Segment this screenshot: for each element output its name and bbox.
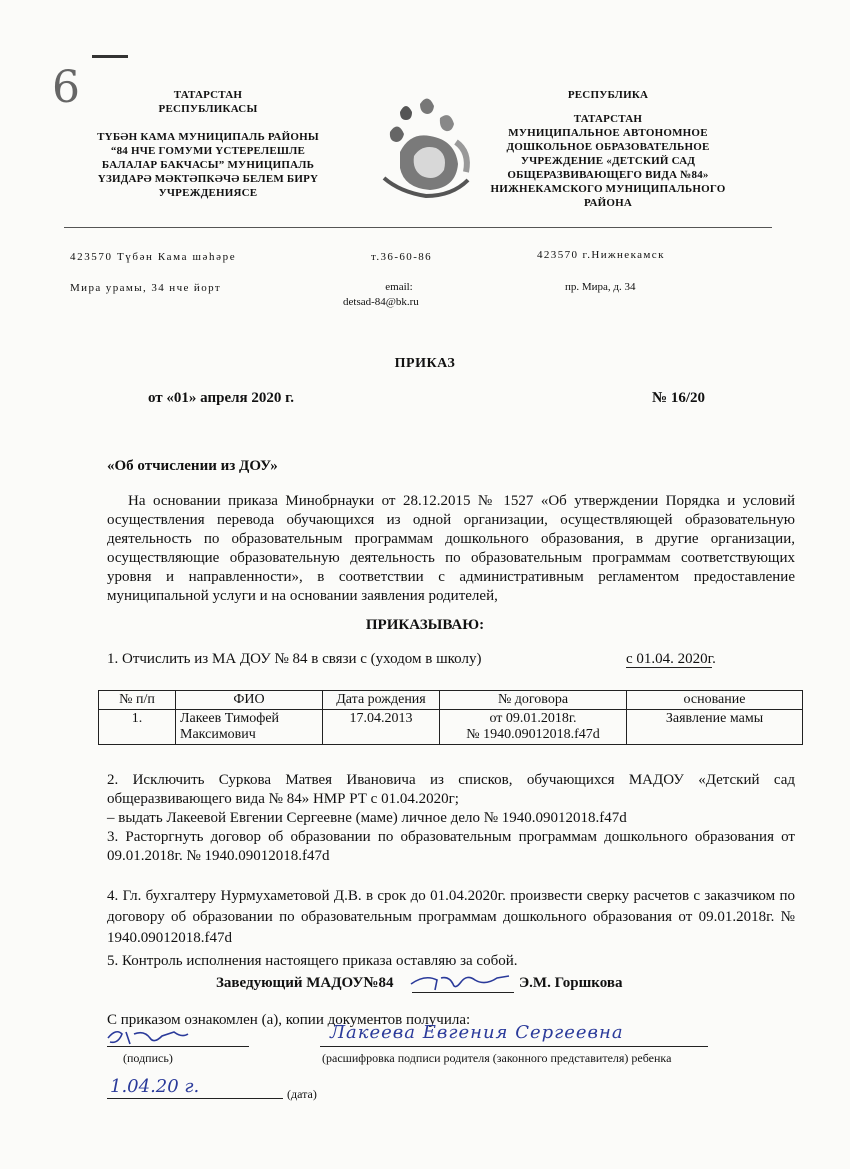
cell-fio [176,710,323,745]
order-item-1: 1. Отчислить из МА ДОУ № 84 в связи с (уходом в школу) [107,651,482,667]
header-left-line: “84 НЧЕ ГОМУМИ ҮСТЕРЕЛЕШЛЕ [110,145,306,157]
header-divider [64,227,772,228]
page-mark-dash [92,55,128,58]
date-label: (дата) [287,1087,317,1101]
pupils-table [98,690,803,745]
header-right-line: МУНИЦИПАЛЬНОЕ АВТОНОМНОЕ [508,127,708,139]
order-number: № 16/20 [652,390,705,406]
page-number-mark: 6 [52,62,80,113]
header-right-line: ДОШКОЛЬНОЕ ОБРАЗОВАТЕЛЬНОЕ [506,141,710,153]
order-item-1-date [626,650,716,669]
acknowledgement-intro: С приказом ознакомлен (а), копии документов получила: [107,1012,471,1028]
decode-label: (расшифровка подписи родителя (законного представителя) ребенка [322,1051,672,1065]
cell-fio-line: Максимович [180,727,256,742]
document-title: ПРИКАЗ [394,356,456,371]
decode-line [320,1046,708,1047]
cell-basis: Заявление мамы [627,710,803,745]
handwritten-date: 1.04.20 г. [110,1076,200,1097]
header-left-line: БАЛАЛАР БАКЧАСЫ” МУНИЦИПАЛЬ [101,159,315,171]
signature-label: (подпись) [123,1051,173,1065]
parent-signature [104,1024,194,1050]
item-1-date-tail: . [712,651,716,667]
table-header-cell: № п/п [99,691,176,710]
cell-number: 1. [99,710,176,745]
cell-contract-line: от 09.01.2018г. [489,711,577,726]
header-left-line: ТАТАРСТАН [173,89,243,101]
order-item-2b: – выдать Лакеевой Евгении Сергеевне (маме) личное дело № 1940.09012018.f47d [107,810,627,826]
table-header-row [99,691,803,710]
organization-logo [370,92,480,202]
handwritten-parent-name: Лакеева Евгения Сергеевна [330,1022,624,1043]
header-left-line: РЕСПУБЛИКАСЫ [158,103,258,115]
order-item-2: 2. Исключить Суркова Матвея Ивановича из списков, обучающихся МАДОУ «Детский сад общеразвивающего вида № 84» НМР РТ с 01.04.2020г; [107,772,795,807]
table-row [99,710,803,745]
head-name: Э.М. Горшкова [519,975,623,991]
header-left [78,88,338,200]
order-command: ПРИКАЗЫВАЮ: [365,617,485,633]
header-left-line [78,116,338,130]
cell-contract [440,710,627,745]
header-right-line: РЕСПУБЛИКА [567,89,649,101]
header-right-line: УЧРЕЖДЕНИЕ «ДЕТСКИЙ САД [520,155,696,167]
header-left-line: ТҮБӘН КАМА МУНИЦИПАЛЬ РАЙОНЫ [97,131,319,143]
item-1-date-value: с 01.04. 2020г [626,651,713,667]
phone: т.36-60-86 [371,251,433,263]
order-item-5: 5. Контроль исполнения настоящего приказа оставляю за собой. [107,953,518,969]
email-label: email: [385,281,413,293]
header-right-line [468,102,748,112]
order-preamble: На основании приказа Минобрнауки от 28.12.2015 № 1527 «Об утверждении Порядка и условий осуществления перевода обучающихся из одной организации, осуществляющей образовательную деятельность по образовательным программам дошкольного образования, в другие организации, осуществляющие образовательную деятельность по образовательным программам соответствующих уровня и направленности», в соответствии с административным регламентом предоставление муниципальной услуги и на основании заявления родителей, [107,493,795,604]
header-right-line: РАЙОНА [583,197,633,209]
address-left-street: Мира урамы, 34 нче йорт [70,282,222,294]
cell-contract-line: № 1940.09012018.f47d [466,727,600,742]
address-left-city: 423570 Түбән Кама шәһәре [70,251,237,263]
header-left-line: ҮЗИДАРӘ МӘКТӘПКӘЧӘ БЕЛЕМ БИРҮ [97,173,319,185]
table-header-cell: ФИО [176,691,323,710]
order-item-3: 3. Расторгнуть договор об образовании по образовательным программам дошкольного образования от 09.01.2018г. № 1940.09012018.f47d [107,829,795,864]
head-title: Заведующий МАДОУ№84 [216,975,394,991]
header-right [468,88,748,210]
table-header-cell: основание [627,691,803,710]
order-subject: «Об отчислении из ДОУ» [107,458,278,474]
cell-fio-line: Лакеев Тимофей [180,711,280,726]
header-left-line: УЧРЕЖДЕНИЯСЕ [158,187,258,199]
date-line [107,1098,283,1099]
email-address: detsad-84@bk.ru [343,296,419,308]
order-item-4: 4. Гл. бухгалтеру Нурмухаметовой Д.В. в срок до 01.04.2020г. произвести сверку расчетов с заказчиком по договору об образовании по образовательным программам дошкольного образования от 09.01.2018г. № 1940.09012018.f47d [107,888,795,946]
address-right-city: 423570 г.Нижнекамск [537,249,665,261]
order-date: от «01» апреля 2020 г. [148,390,295,406]
header-right-line: ТАТАРСТАН [573,113,643,125]
header-right-line: ОБЩЕРАЗВИВАЮЩЕГО ВИДА №84» [507,169,709,181]
address-right-street: пр. Мира, д. 34 [565,281,636,293]
header-right-line: НИЖНЕКАМСКОГО МУНИЦИПАЛЬНОГО [490,183,726,195]
table-header-cell: № договора [440,691,627,710]
cell-birth-date: 17.04.2013 [323,710,440,745]
table-header-cell: Дата рождения [323,691,440,710]
head-signature [405,966,515,996]
